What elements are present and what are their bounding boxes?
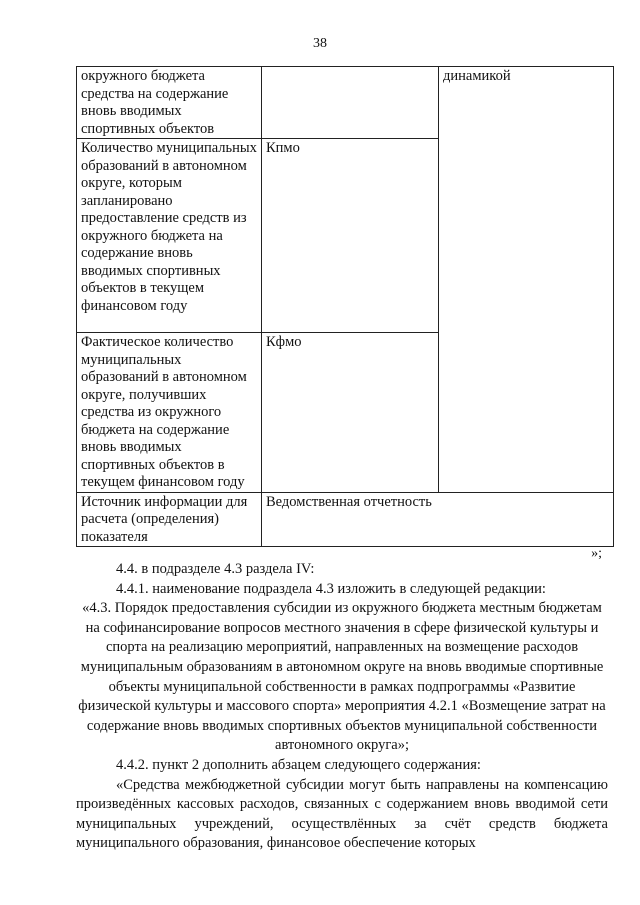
table-row <box>77 492 614 547</box>
indicator-name-cell: Фактическое количество муниципальных образований в автономном округе, получивших средства из окружного бюджета на содержание вновь вводимых спортивных объектов в текущем финансовом году <box>77 333 262 493</box>
indicator-name-cell: Количество муниципальных образований в автономном округе, которым запланировано предоставление средств из окружного бюджета на содержание вновь вводимых спортивных объектов в текущем финансовом году <box>77 139 262 333</box>
indicator-symbol-cell: Кфмо <box>262 333 439 493</box>
paragraph-new-text: «Средства межбюджетной субсидии могут быть направлены на компенсацию произведённых кассовых расходов, связанных с содержанием вновь вводимой сети муниципальных учреждений, осуществлённых за счёт средств бюджета муниципального образования, финансовое обеспечение которых <box>76 776 608 852</box>
closing-quote-mark: »; <box>591 546 602 561</box>
document-body <box>76 560 608 854</box>
paragraph-point-addition: 4.4.2. пункт 2 дополнить абзацем следующего содержания: <box>116 756 481 773</box>
table-row <box>77 67 614 139</box>
source-label-cell: Источник информации для расчета (определения) показателя <box>77 492 262 547</box>
indicator-name-cell: окружного бюджета средства на содержание вновь вводимых спортивных объектов <box>77 67 262 139</box>
paragraph-subsection-title: «4.3. Порядок предоставления субсидии из окружного бюджета местным бюджетам на софинансирование вопросов местного значения в сфере физической культуры и спорта на реализацию мероприятий, направленных на возмещение расходов муниципальным образованиям в автономном округе на вновь вводимые спортивные объекты муниципальной собственности в рамках подпрограммы «Развитие физической культуры и массового спорта» мероприятия 4.2.1 «Возмещение затрат на содержание вновь вводимых спортивных объектов муниципальной собственности автономного округа»; <box>78 600 606 754</box>
page-number: 38 <box>313 36 327 51</box>
paragraph-subsection-intro: 4.4. в подразделе 4.3 раздела IV: <box>116 561 315 577</box>
paragraph-name-change: 4.4.1. наименование подраздела 4.3 изложить в следующей редакции: <box>116 580 546 597</box>
calculation-method-cell: динамикой <box>439 67 614 493</box>
indicator-symbol-cell <box>262 67 439 139</box>
indicator-table <box>76 66 614 547</box>
source-value-cell: Ведомственная отчетность <box>262 492 614 547</box>
indicator-symbol-cell: Кпмо <box>262 139 439 333</box>
